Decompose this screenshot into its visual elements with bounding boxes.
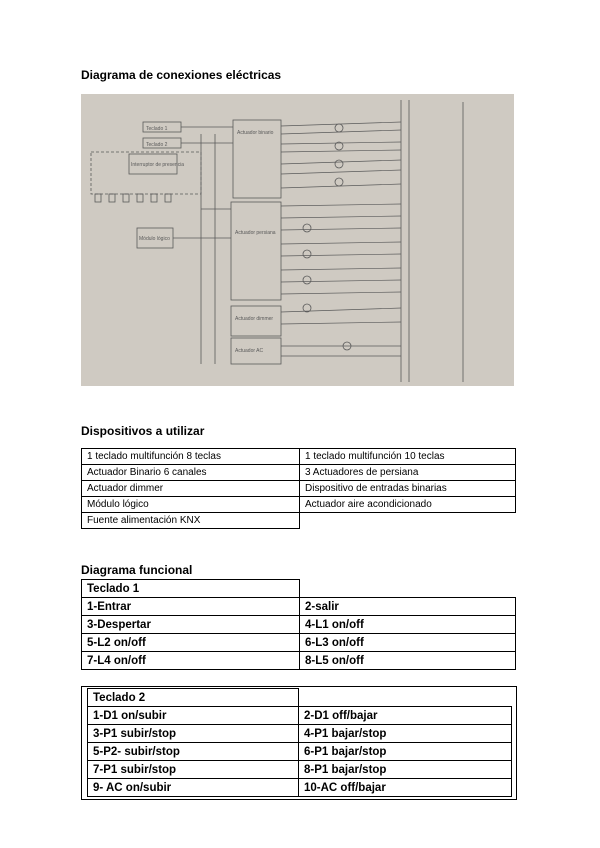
table-row (82, 634, 516, 652)
table-cell: Actuador aire acondicionado (300, 497, 516, 513)
table-cell: 1 teclado multifunción 8 teclas (82, 449, 300, 465)
table-cell: Actuador dimmer (82, 481, 300, 497)
table-cell: 4-L1 on/off (300, 616, 516, 634)
functional-heading: Diagrama funcional (81, 563, 193, 577)
sketch-label-modulo: Módulo lógico (139, 236, 170, 242)
table-cell: 7-P1 subir/stop (88, 761, 299, 779)
table-row (82, 616, 516, 634)
table-row (88, 725, 512, 743)
table-cell: 3 Actuadores de persiana (300, 465, 516, 481)
table-cell: 10-AC off/bajar (299, 779, 512, 797)
table-cell: 5-P2- subir/stop (88, 743, 299, 761)
table-row (82, 449, 516, 465)
table-cell: Dispositivo de entradas binarias (300, 481, 516, 497)
teclado1-title: Teclado 1 (82, 580, 300, 598)
table-row (88, 761, 512, 779)
teclado2-title: Teclado 2 (88, 689, 299, 707)
table-cell: 8-L5 on/off (300, 652, 516, 670)
table-cell: 1-Entrar (82, 598, 300, 616)
teclado2-frame (81, 686, 517, 800)
table-cell: 7-L4 on/off (82, 652, 300, 670)
sketch-label-actuador-binario: Actuador binario (237, 130, 274, 136)
wiring-sketch-photo (81, 94, 514, 386)
table-cell: 6-L3 on/off (300, 634, 516, 652)
table-row (82, 497, 516, 513)
sketch-label-actuador-dimmer: Actuador dimmer (235, 316, 274, 322)
sketch-label-interruptor: Interruptor de presencia (131, 162, 185, 168)
table-cell: 3-Despertar (82, 616, 300, 634)
sketch-label-actuador-persiana: Actuador persiana (235, 230, 276, 236)
sketch-label-teclado2: Teclado 2 (146, 142, 168, 148)
table-row (82, 481, 516, 497)
sketch-label-teclado1: Teclado 1 (146, 126, 168, 132)
table-cell: Actuador Binario 6 canales (82, 465, 300, 481)
table-cell: 1 teclado multifunción 10 teclas (300, 449, 516, 465)
table-row (82, 580, 516, 598)
devices-table (81, 448, 516, 529)
table-row (88, 743, 512, 761)
table-cell-empty (299, 689, 512, 707)
table-cell: 2-salir (300, 598, 516, 616)
table-row (88, 707, 512, 725)
table-cell-empty (300, 513, 516, 529)
table-cell: 3-P1 subir/stop (88, 725, 299, 743)
teclado1-table (81, 579, 516, 670)
table-cell: 4-P1 bajar/stop (299, 725, 512, 743)
devices-heading: Dispositivos a utilizar (81, 424, 205, 438)
table-cell: Módulo lógico (82, 497, 300, 513)
table-row (82, 652, 516, 670)
table-cell: 1-D1 on/subir (88, 707, 299, 725)
diagram-heading: Diagrama de conexiones eléctricas (81, 68, 282, 82)
teclado2-table (87, 688, 512, 797)
table-cell: 2-D1 off/bajar (299, 707, 512, 725)
table-row (82, 513, 516, 529)
table-cell: 8-P1 bajar/stop (299, 761, 512, 779)
table-cell: 6-P1 bajar/stop (299, 743, 512, 761)
table-row (88, 779, 512, 797)
table-cell: 9- AC on/subir (88, 779, 299, 797)
table-row (88, 689, 512, 707)
sketch-label-actuador-ac: Actuador AC (235, 348, 264, 354)
table-row (82, 598, 516, 616)
table-cell: Fuente alimentación KNX (82, 513, 300, 529)
table-cell-empty (300, 580, 516, 598)
table-row (82, 465, 516, 481)
table-cell: 5-L2 on/off (82, 634, 300, 652)
